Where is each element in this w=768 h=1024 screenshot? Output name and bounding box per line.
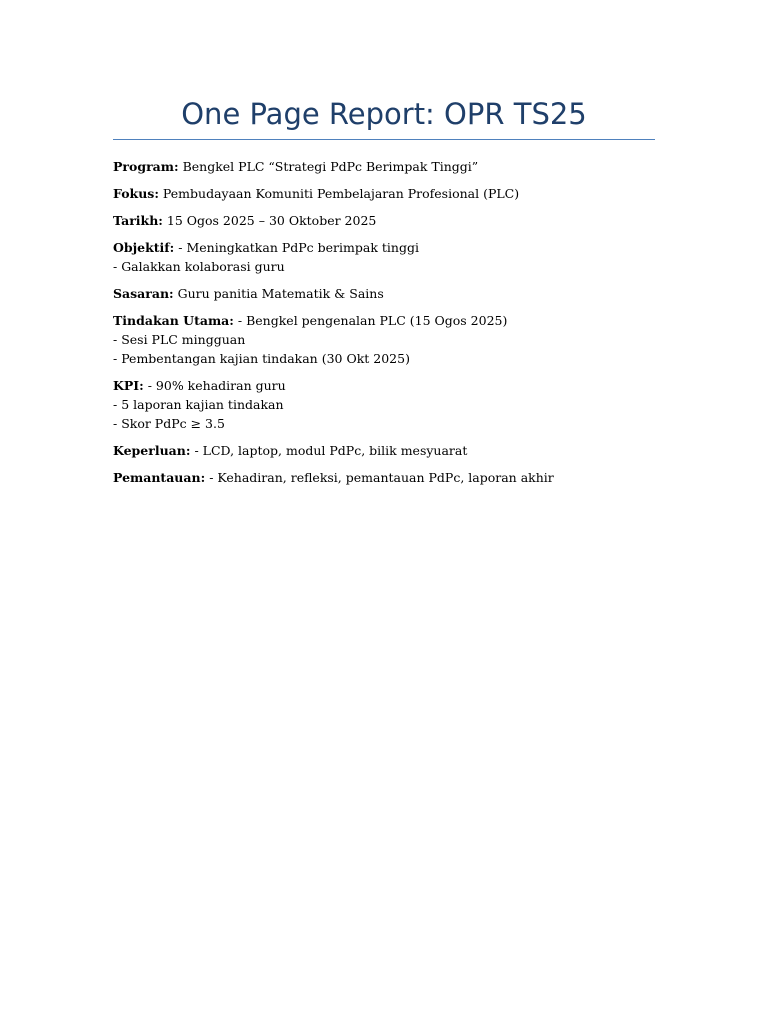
field-value: - 5 laporan kajian tindakan (113, 397, 284, 412)
field-fokus (113, 184, 655, 203)
field-label: Sasaran: (113, 286, 174, 301)
field-value: 15 Ogos 2025 – 30 Oktober 2025 (166, 213, 377, 228)
field-keperluan (113, 441, 655, 460)
field-value: Bengkel PLC “Strategi PdPc Berimpak Tinggi” (182, 159, 479, 174)
field-label: Tarikh: (113, 213, 163, 228)
field-value: - Kehadiran, refleksi, pemantauan PdPc, laporan akhir (209, 470, 554, 485)
title-divider (113, 139, 655, 140)
field-tindakan-utama (113, 311, 655, 368)
field-value: - Galakkan kolaborasi guru (113, 259, 285, 274)
field-objektif (113, 238, 655, 276)
report-title: One Page Report: OPR TS25 (181, 97, 587, 131)
field-label: Fokus: (113, 186, 159, 201)
field-value: - Meningkatkan PdPc berimpak tinggi (178, 240, 419, 255)
field-value: - Pembentangan kajian tindakan (30 Okt 2025) (113, 351, 410, 366)
field-label: Tindakan Utama: (113, 313, 234, 328)
field-label: KPI: (113, 378, 144, 393)
field-kpi (113, 376, 655, 433)
field-program (113, 157, 655, 176)
field-label: Objektif: (113, 240, 175, 255)
field-label: Keperluan: (113, 443, 191, 458)
report-fields (113, 157, 655, 495)
field-pemantauan (113, 468, 655, 487)
field-sasaran (113, 284, 655, 303)
field-label: Program: (113, 159, 179, 174)
field-label: Pemantauan: (113, 470, 206, 485)
field-value: Guru panitia Matematik & Sains (177, 286, 384, 301)
field-tarikh (113, 211, 655, 230)
field-value: - Bengkel pengenalan PLC (15 Ogos 2025) (237, 313, 508, 328)
field-value: - Sesi PLC mingguan (113, 332, 246, 347)
field-value: - 90% kehadiran guru (147, 378, 286, 393)
field-value: - LCD, laptop, modul PdPc, bilik mesyuarat (194, 443, 468, 458)
field-value: Pembudayaan Komuniti Pembelajaran Profesional (PLC) (162, 186, 520, 201)
field-value: - Skor PdPc ≥ 3.5 (113, 416, 225, 431)
